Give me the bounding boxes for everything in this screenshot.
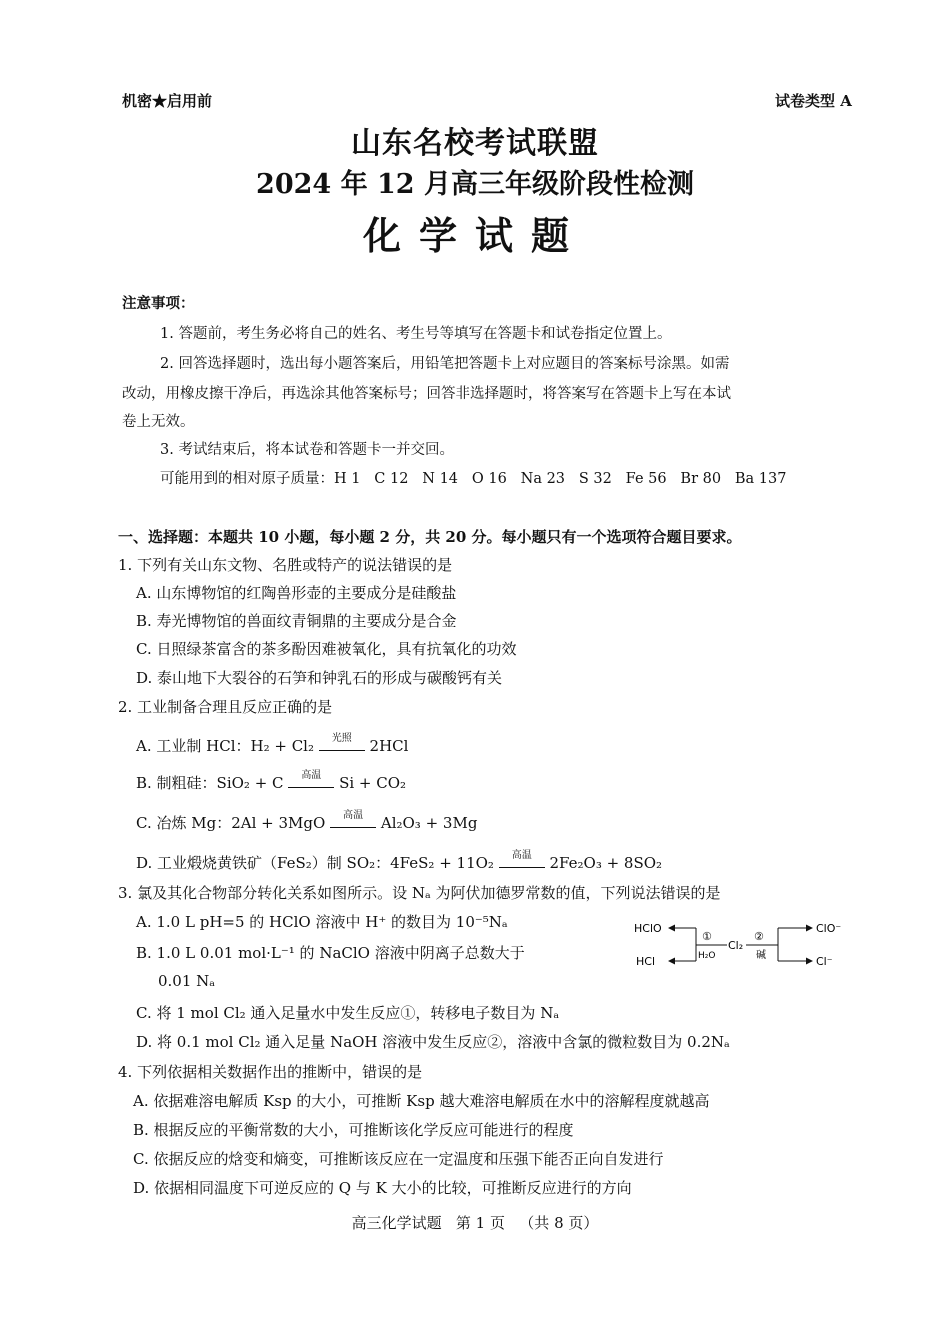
diagram-step1-mark: ① [702,930,712,943]
q2-b-arrow [288,770,334,788]
section-1-heading: 一、选择题：本题共 10 小题，每小题 2 分，共 20 分。每小题只有一个选项符合题目要求。 [118,528,742,546]
q2-option-c [136,812,477,833]
q3-option-b-line-1: B. 1.0 L 0.01 mol·L⁻¹ 的 NaClO 溶液中阴离子总数大于 [136,944,525,962]
notice-item-2-line-3: 卷上无效。 [122,414,195,430]
q2-b-condition: 高温 [301,770,322,781]
q2-b-products: Si + CO₂ [339,774,407,792]
q3-stem: 3. 氯及其化合物部分转化关系如图所示。设 Nₐ 为阿伏加德罗常数的值，下列说法错误的是 [118,884,721,902]
atomic-mass-line: 可能用到的相对原子质量：H 1 C 12 N 14 O 16 Na 23 S 32 Fe 56 Br 80 Ba 137 [160,471,787,487]
q2-a-products: 2HCl [369,737,409,755]
q2-option-a [136,735,408,756]
q2-a-reactants: A. 工业制 HCl：H₂ + Cl₂ [136,737,314,755]
notice-item-2-line-1: 2. 回答选择题时，选出每小题答案后，用铅笔把答题卡上对应题目的答案标号涂黑。如需 [160,356,730,372]
notice-item-3: 3. 考试结束后，将本试卷和答题卡一并交回。 [160,442,454,458]
q4-stem: 4. 下列依据相关数据作出的推断中，错误的是 [118,1063,423,1081]
q1-option-b: B. 寿光博物馆的兽面纹青铜鼎的主要成分是合金 [136,612,457,630]
q2-stem: 2. 工业制备合理且反应正确的是 [118,698,333,716]
q2-d-reactants: D. 工业煅烧黄铁矿（FeS₂）制 SO₂：4FeS₂ + 11O₂ [136,854,494,872]
subject-title: 化学试题 [362,213,587,258]
q1-option-c: C. 日照绿茶富含的茶多酚因难被氧化，具有抗氧化的功效 [136,640,517,658]
paper-type-label: 试卷类型 A [775,92,852,110]
diagram-cl2-label: Cl₂ [728,939,744,952]
notice-item-1: 1. 答题前，考生务必将自己的姓名、考生号等填写在答题卡和试卷指定位置上。 [160,326,672,342]
diagram-step1-reagent: H₂O [698,951,716,961]
q2-option-b [136,772,406,793]
exam-date-title: 2024 年 12 月高三年级阶段性检测 [256,169,694,200]
q2-c-arrow [330,810,376,828]
diagram-step2-reagent: 碱 [756,950,766,961]
page-footer: 高三化学试题 第 1 页 （共 8 页） [351,1214,599,1232]
diagram-clo-label: ClO⁻ [816,922,842,935]
q2-c-reactants: C. 冶炼 Mg：2Al + 3MgO [136,814,326,832]
chlorine-conversion-diagram [632,912,862,980]
diagram-hcl-label: HCl [636,955,656,968]
q3-option-c: C. 将 1 mol Cl₂ 通入足量水中发生反应①，转移电子数目为 Nₐ [136,1004,560,1022]
q2-d-arrow [499,850,545,868]
q4-option-b: B. 根据反应的平衡常数的大小，可推断该化学反应可能进行的程度 [133,1121,574,1139]
diagram-cl-label: Cl⁻ [816,955,833,968]
q3-option-d: D. 将 0.1 mol Cl₂ 通入足量 NaOH 溶液中发生反应②，溶液中含氯的微粒数目为 0.2Nₐ [136,1033,730,1051]
q2-d-condition: 高温 [511,850,532,861]
q1-stem: 1. 下列有关山东文物、名胜或特产的说法错误的是 [118,556,453,574]
q4-option-a: A. 依据难溶电解质 Ksp 的大小，可推断 Ksp 越大难溶电解质在水中的溶解程度就越高 [133,1092,710,1110]
diagram-step2-mark: ② [754,930,764,943]
notice-item-2-line-2: 改动，用橡皮擦干净后，再选涂其他答案标号；回答非选择题时，将答案写在答题卡上写在本试 [122,386,731,402]
q4-option-d: D. 依据相同温度下可逆反应的 Q 与 K 大小的比较，可推断反应进行的方向 [133,1179,632,1197]
q4-option-c: C. 依据反应的焓变和熵变，可推断该反应在一定温度和压强下能否正向自发进行 [133,1150,664,1168]
q2-a-condition: 光照 [331,733,352,744]
q3-option-a: A. 1.0 L pH=5 的 HClO 溶液中 H⁺ 的数目为 10⁻⁵Nₐ [136,913,508,931]
q2-b-reactants: B. 制粗硅：SiO₂ + C [136,774,284,792]
q2-d-products: 2Fe₂O₃ + 8SO₂ [549,854,663,872]
q1-option-a: A. 山东博物馆的红陶兽形壶的主要成分是硅酸盐 [136,584,457,602]
q2-c-condition: 高温 [343,810,364,821]
q2-a-arrow [319,733,365,751]
notice-heading: 注意事项： [122,295,195,312]
q3-option-b-line-2: 0.01 Nₐ [158,972,216,990]
confidential-label: 机密★启用前 [122,92,213,110]
exam-alliance-title: 山东名校考试联盟 [351,126,599,161]
q2-c-products: Al₂O₃ + 3Mg [380,814,478,832]
q1-option-d: D. 泰山地下大裂谷的石笋和钟乳石的形成与碳酸钙有关 [136,669,503,687]
q2-option-d [136,852,662,873]
diagram-hclo-label: HClO [634,922,662,935]
